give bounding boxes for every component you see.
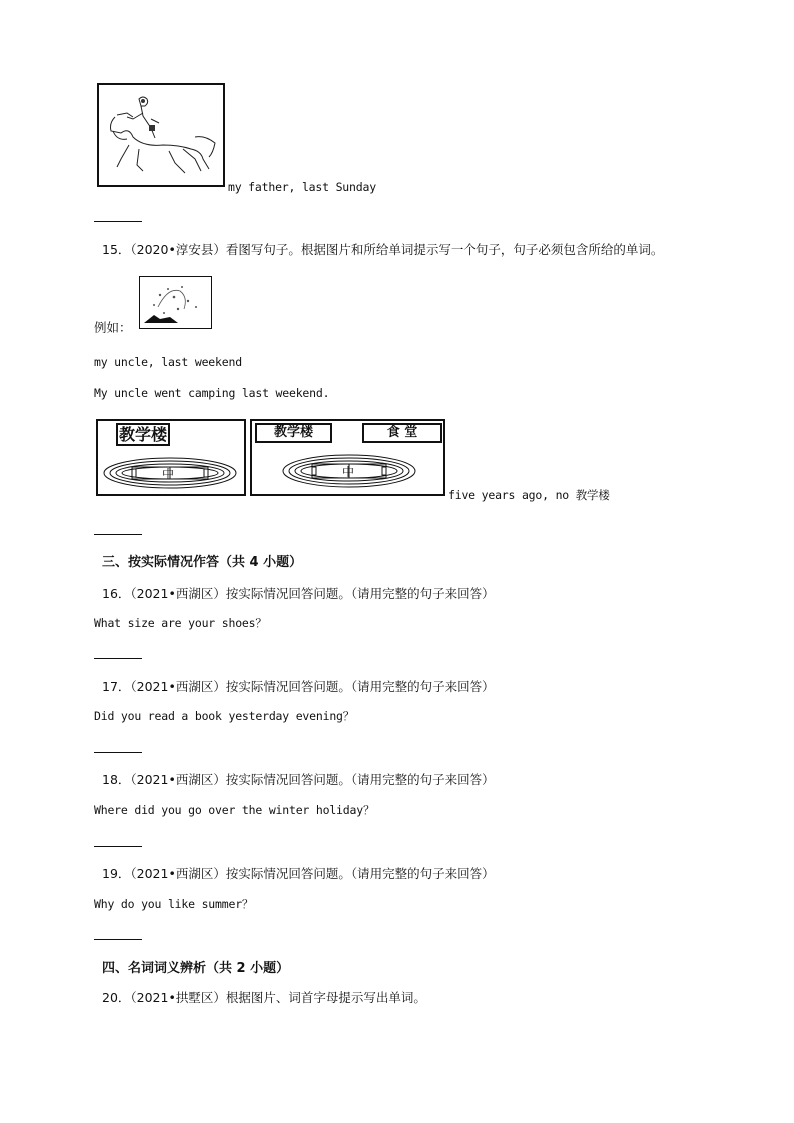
horse-rider-drawing (99, 85, 223, 185)
field-mark-right: 中 (342, 465, 355, 479)
horse-rider-image (97, 83, 225, 187)
building-sign-left: 教学楼 (116, 423, 170, 446)
q14-answer-blank[interactable] (94, 221, 142, 222)
section4-title: 四、名词词义辨析（共 2 小题） (102, 961, 290, 976)
q17-header: 17．（2021•西湖区）按实际情况回答问题。（请用完整的句子来回答） (102, 679, 495, 694)
q15-answer-blank[interactable] (94, 534, 142, 535)
q15-prompt: five years ago, no 教学楼 (448, 488, 610, 502)
q16-question: What size are your shoes？ (94, 616, 267, 630)
camping-drawing (140, 277, 210, 327)
example-prompt: my uncle, last weekend (94, 355, 242, 369)
school-now-image (250, 419, 445, 496)
q16-answer-blank[interactable] (94, 658, 142, 659)
q18-question: Where did you go over the winter holiday？ (94, 803, 375, 817)
example-camping-image (139, 276, 212, 329)
field-mark-left: 中 (162, 467, 175, 481)
q19-answer-blank[interactable] (94, 939, 142, 940)
q18-header: 18．（2021•西湖区）按实际情况回答问题。（请用完整的句子来回答） (102, 772, 495, 787)
school-then-image (96, 419, 246, 496)
q18-answer-blank[interactable] (94, 846, 142, 847)
q14-prompt: my father, last Sunday (228, 180, 376, 194)
example-answer: My uncle went camping last weekend. (94, 386, 330, 400)
section3-title: 三、按实际情况作答（共 4 小题） (102, 555, 303, 570)
q17-answer-blank[interactable] (94, 752, 142, 753)
q20-header: 20．（2021•拱墅区）根据图片、词首字母提示写出单词。 (102, 990, 426, 1005)
q19-question: Why do you like summer？ (94, 897, 254, 911)
building-sign-right: 教学楼 (255, 423, 332, 443)
q17-question: Did you read a book yesterday evening？ (94, 709, 355, 723)
q16-header: 16．（2021•西湖区）按实际情况回答问题。（请用完整的句子来回答） (102, 586, 495, 601)
q15-header: 15．（2020•淳安县）看图写句子。根据图片和所给单词提示写一个句子，句子必须包含所给的单词。 (102, 242, 664, 257)
q19-header: 19．（2021•西湖区）按实际情况回答问题。（请用完整的句子来回答） (102, 866, 495, 881)
canteen-sign: 食 堂 (362, 423, 442, 443)
example-label: 例如： (94, 320, 132, 335)
